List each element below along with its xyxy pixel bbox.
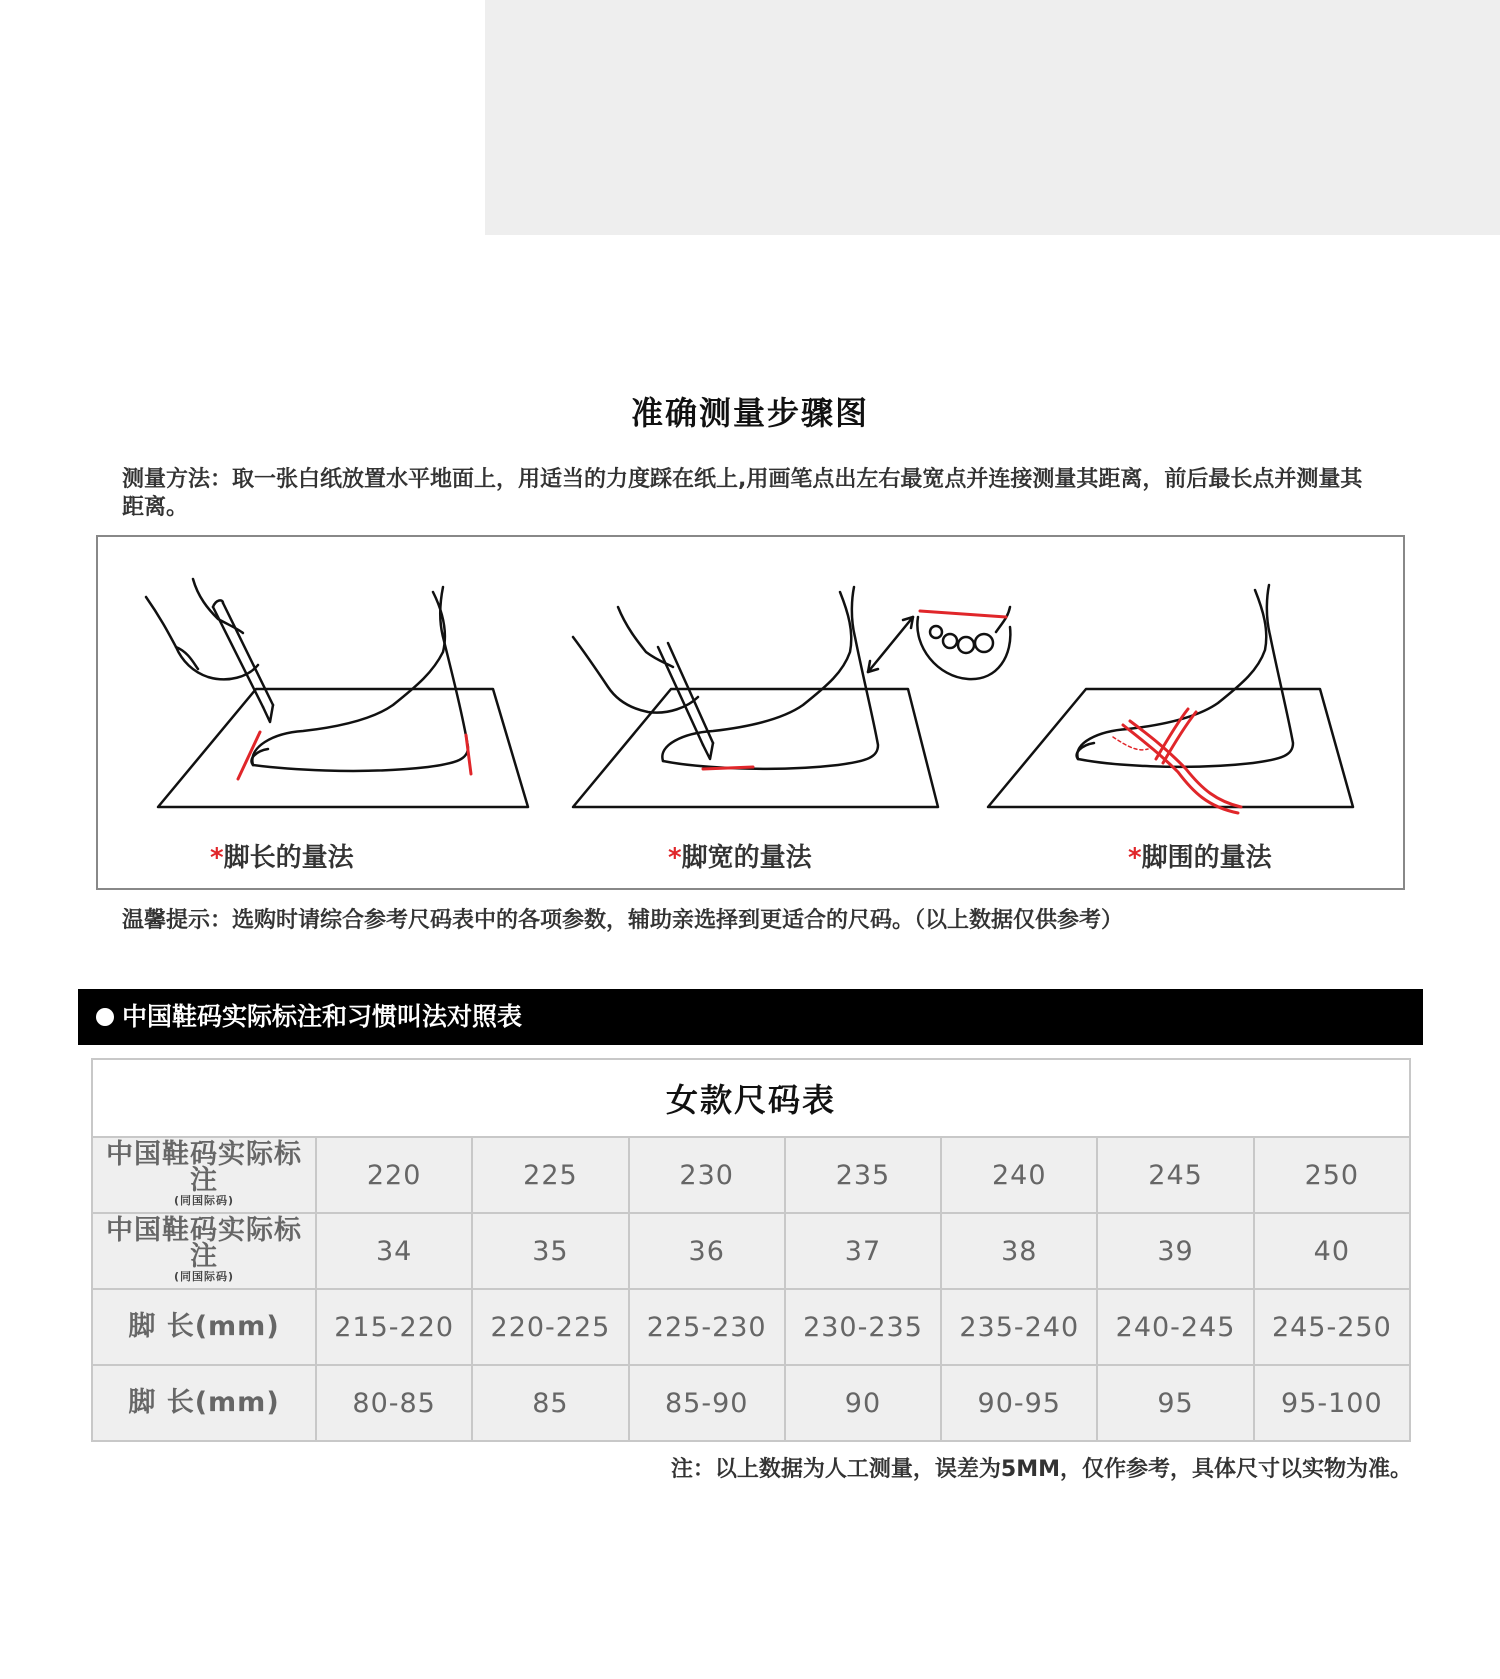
table-cell: 220-225 [472, 1289, 628, 1365]
foot-measure-drawings [98, 537, 1403, 888]
table-cell: 38 [941, 1213, 1097, 1289]
table-row [92, 1213, 1410, 1289]
table-cell: 225-230 [629, 1289, 785, 1365]
table-cell: 85-90 [629, 1365, 785, 1441]
table-cell: 235-240 [941, 1289, 1097, 1365]
women-size-table [91, 1058, 1411, 1442]
table-row [92, 1137, 1410, 1213]
table-cell: 245-250 [1254, 1289, 1410, 1365]
table-cell: 250 [1254, 1137, 1410, 1213]
table-cell: 39 [1097, 1213, 1253, 1289]
table-cell: 95-100 [1254, 1365, 1410, 1441]
table-cell: 225 [472, 1137, 628, 1213]
table-cell: 235 [785, 1137, 941, 1213]
page-title: 准确测量步骤图 [630, 394, 869, 432]
section-header-bar [78, 989, 1423, 1045]
table-cell: 40 [1254, 1213, 1410, 1289]
row-header: 中国鞋码实际标注 (同国际码) [92, 1137, 316, 1213]
table-cell: 37 [785, 1213, 941, 1289]
table-title: 女款尺码表 [92, 1059, 1410, 1137]
table-cell: 240-245 [1097, 1289, 1253, 1365]
section-header-label: 中国鞋码实际标注和习惯叫法对照表 [122, 1002, 523, 1031]
row-header: 中国鞋码实际标注 (同国际码) [92, 1213, 316, 1289]
row-header: 脚 长(mm) [92, 1289, 316, 1365]
table-row [92, 1365, 1410, 1441]
caption-foot-length: *脚长的量法 [210, 843, 354, 873]
table-cell: 220 [316, 1137, 472, 1213]
foot-width-drawing [573, 587, 1010, 807]
table-cell: 80-85 [316, 1365, 472, 1441]
measurement-illustrations [96, 535, 1405, 890]
foot-girth-drawing [988, 585, 1353, 807]
caption-foot-width: *脚宽的量法 [668, 843, 812, 873]
top-gray-banner [485, 0, 1500, 235]
table-cell: 245 [1097, 1137, 1253, 1213]
table-cell: 90 [785, 1365, 941, 1441]
table-cell: 230-235 [785, 1289, 941, 1365]
table-cell: 36 [629, 1213, 785, 1289]
table-cell: 230 [629, 1137, 785, 1213]
bullet-icon [96, 1008, 114, 1026]
table-cell: 95 [1097, 1365, 1253, 1441]
table-cell: 35 [472, 1213, 628, 1289]
table-cell: 85 [472, 1365, 628, 1441]
measure-method-text: 测量方法：取一张白纸放置水平地面上，用适当的力度踩在纸上,用画笔点出左右最宽点并连接测量其距离，前后最长点并测量其距离。 [122, 467, 1363, 520]
table-footnote: 注：以上数据为人工测量，误差为5MM，仅作参考，具体尺寸以实物为准。 [670, 1457, 1412, 1482]
table-cell: 215-220 [316, 1289, 472, 1365]
row-header: 脚 长(mm) [92, 1365, 316, 1441]
table-row [92, 1289, 1410, 1365]
table-cell: 90-95 [941, 1365, 1097, 1441]
table-cell: 34 [316, 1213, 472, 1289]
caption-foot-girth: *脚围的量法 [1128, 843, 1272, 873]
warm-tip-text: 温馨提示：选购时请综合参考尺码表中的各项参数，辅助亲选择到更适合的尺码。（以上数据仅供参考） [122, 908, 1124, 933]
table-cell: 240 [941, 1137, 1097, 1213]
